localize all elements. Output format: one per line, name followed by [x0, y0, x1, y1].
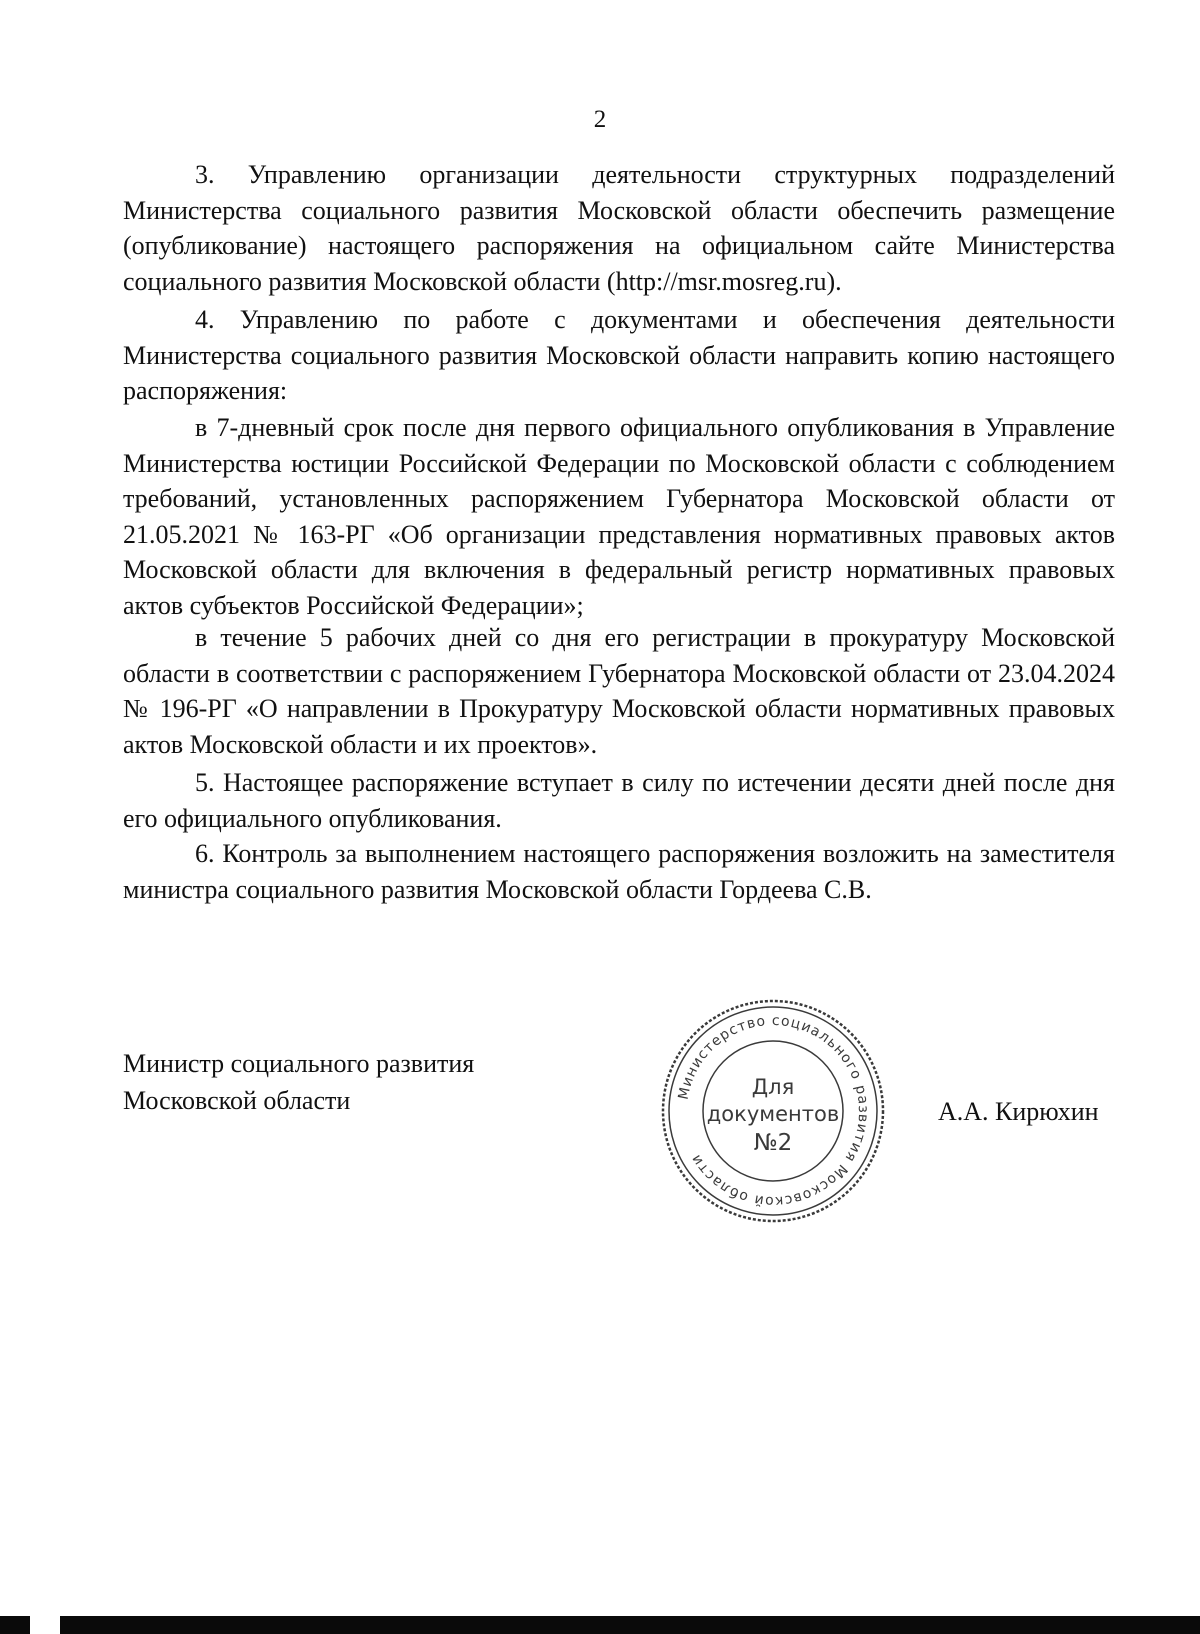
paragraph-3: 3. Управлению организации деятельности структурных подразделений Министерства социального развития Московской области обеспечить размещение (опубликование) настоящего распоряжения на официальном сайте Министерства социального развития Московской области (http://msr.mosreg.ru).: [123, 160, 1115, 296]
signatory-title: [123, 1045, 474, 1119]
stamp-center-line-2: документов: [706, 1102, 840, 1126]
stamp-center-line-1: Для: [751, 1075, 795, 1099]
scan-edge-gap: [30, 1616, 60, 1634]
paragraph-5: 5. Настоящее распоряжение вступает в силу по истечении десяти дней после дня его официального опубликования.: [123, 768, 1115, 833]
signatory-title-line-1: Министр социального развития: [123, 1049, 475, 1078]
paragraph-4: 4. Управлению по работе с документами и обеспечения деятельности Министерства социального развития Московской области направить копию настоящего распоряжения:: [123, 305, 1115, 405]
stamp-center-line-3: №2: [753, 1130, 793, 1156]
official-stamp: [658, 996, 888, 1226]
signatory-name: А.А. Кирюхин: [938, 1097, 1099, 1126]
stamp-ring-text: Министерство социального развития Московской области: [675, 1012, 872, 1210]
paragraph-6: 6. Контроль за выполнением настоящего распоряжения возложить на заместителя министра социального развития Московской области Гордеева С.В.: [123, 839, 1115, 904]
scan-edge-bar: [0, 1616, 1200, 1634]
paragraph-4-item-prosecutor: в течение 5 рабочих дней со дня его регистрации в прокуратуру Московской области в соответствии с распоряжением Губернатора Московской области от 23.04.2024 № 196-РГ «О направлении в Прокуратуру Московской области нормативных правовых актов Московской области и их проектов».: [123, 623, 1115, 759]
paragraph-4-item-justice: в 7-дневный срок после дня первого официального опубликования в Управление Министерства юстиции Российской Федерации по Московской области с соблюдением требований, установленных распоряжением Губернатора Московской области от 21.05.2021 № 163-РГ «Об организации представления нормативных правовых актов Московской области для включения в федеральный регистр нормативных правовых актов субъектов Российской Федерации»;: [123, 413, 1115, 620]
signatory-title-line-2: Московской области: [123, 1086, 351, 1115]
page-number: 2: [593, 106, 607, 133]
